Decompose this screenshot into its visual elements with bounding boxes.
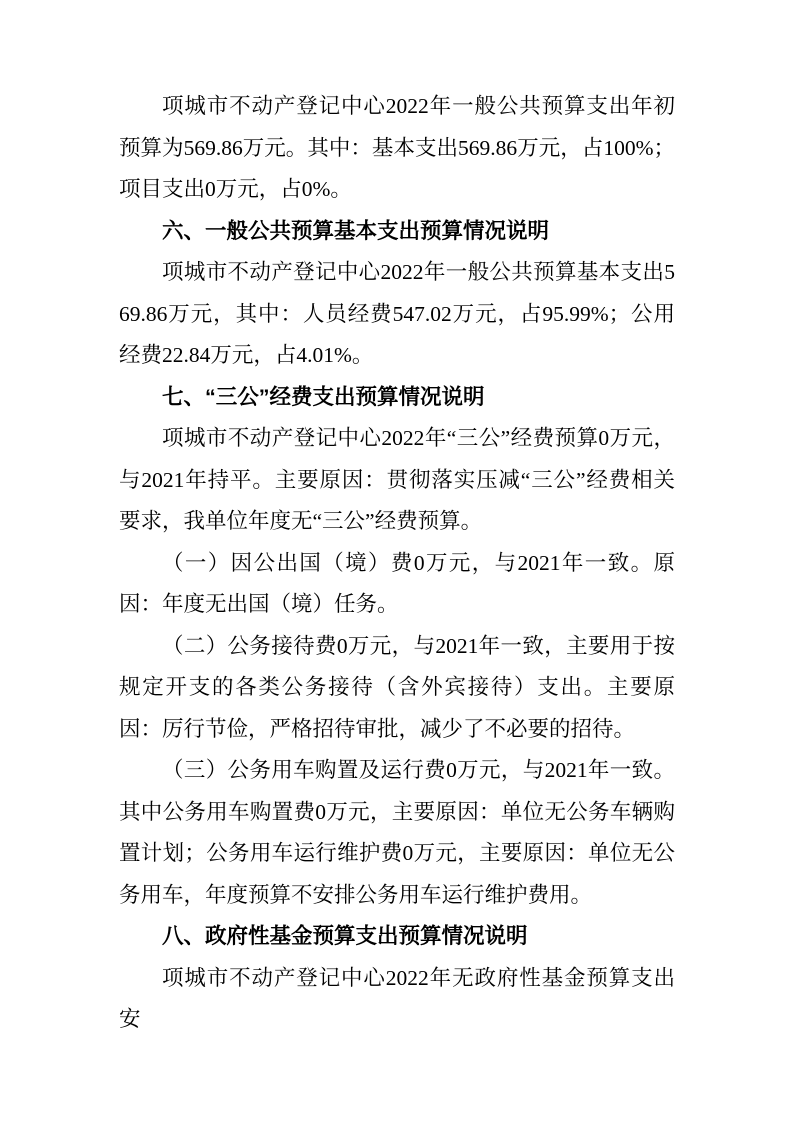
section-heading-six-basic-expenditure: 六、一般公共预算基本支出预算情况说明 <box>162 218 550 243</box>
paragraph-item-one-overseas-travel: （一）因公出国（境）费0万元，与2021年一致。原因：年度无出国（境）任务。 <box>119 550 675 616</box>
document-content <box>119 86 675 1041</box>
section-heading-seven-three-public-funds: 七、“三公”经费支出预算情况说明 <box>162 384 485 409</box>
paragraph-three-public-funds-overview: 项城市不动产登记中心2022年“三公”经费预算0万元，与2021年持平。主要原因：贯彻落实压减“三公”经费相关要求，我单位年度无“三公”经费预算。 <box>119 426 675 533</box>
paragraph-general-budget-overview: 项城市不动产登记中心2022年一般公共预算支出年初预算为569.86万元。其中：基本支出569.86万元，占100%；项目支出0万元，占0%。 <box>119 94 675 201</box>
paragraph-item-two-official-reception: （二）公务接待费0万元，与2021年一致，主要用于按规定开支的各类公务接待（含外宾接待）支出。主要原因：厉行节俭，严格招待审批，减少了不必要的招待。 <box>119 633 675 741</box>
paragraph-basic-expenditure-detail: 项城市不动产登记中心2022年一般公共预算基本支出569.86万元，其中：人员经费547.02万元，占95.99%；公用经费22.84万元，占4.01%。 <box>119 260 675 367</box>
paragraph-government-fund-budget: 项城市不动产登记中心2022年无政府性基金预算支出安 <box>119 965 675 1031</box>
section-heading-eight-government-fund-budget: 八、政府性基金预算支出预算情况说明 <box>162 924 528 948</box>
paragraph-item-three-official-vehicles: （三）公务用车购置及运行费0万元，与2021年一致。其中公务用车购置费0万元，主要原因：单位无公务车辆购置计划；公务用车运行维护费0万元，主要原因：单位无公务用车，年度预算不安排公务用车运行维护费用。 <box>119 758 675 907</box>
